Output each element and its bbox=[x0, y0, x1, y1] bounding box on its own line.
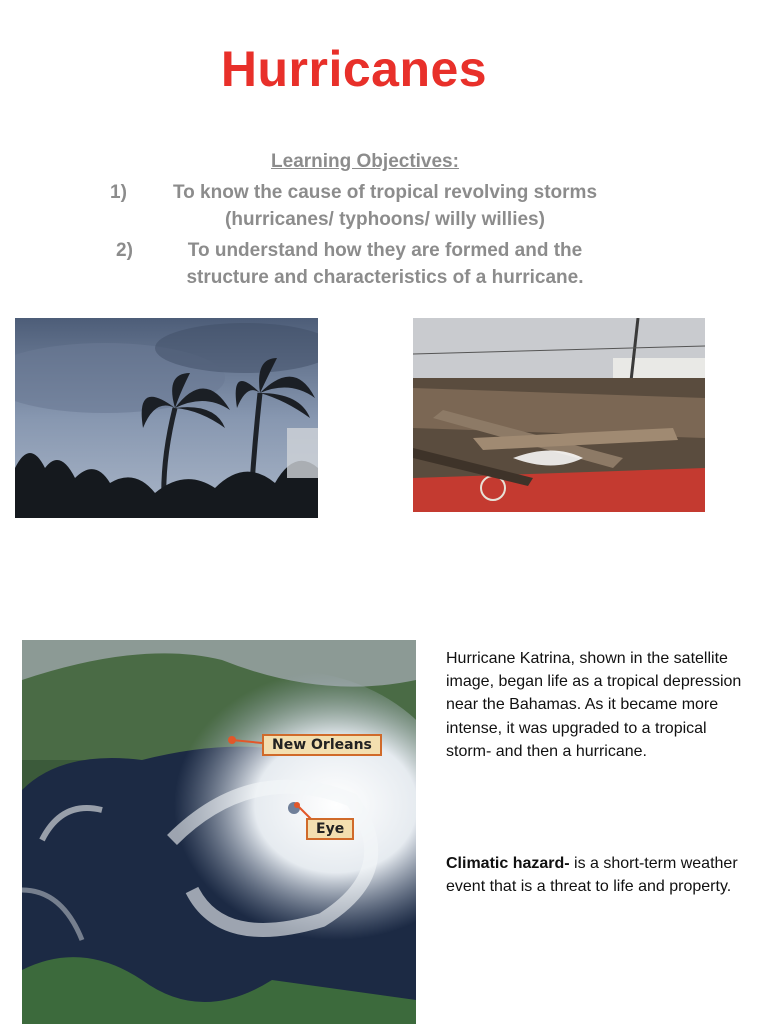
page-title: Hurricanes bbox=[220, 41, 488, 97]
objective-text-line: To understand how they are formed and the bbox=[187, 240, 583, 261]
objective-item bbox=[60, 179, 680, 233]
objective-item bbox=[60, 237, 680, 291]
storm-palm-trees-photo bbox=[15, 318, 318, 518]
objective-number: 1) bbox=[110, 182, 127, 203]
objective-number: 2) bbox=[116, 240, 133, 261]
hazard-text: is a short-term weather event that is a threat to life and property. bbox=[446, 855, 738, 896]
label-new-orleans: New Orleans bbox=[262, 734, 382, 756]
objectives-heading: Learning Objectives: bbox=[271, 151, 459, 172]
label-eye: Eye bbox=[306, 818, 354, 840]
objective-text-line: structure and characteristics of a hurricane. bbox=[186, 267, 584, 288]
katrina-caption: Hurricane Katrina, shown in the satellite image, began life as a tropical depression near the Bahamas. As it became more intense, it was upgraded to a tropical storm- and then a hurricane. bbox=[446, 650, 742, 760]
hazard-term: Climatic hazard- bbox=[446, 855, 570, 872]
storm-damage-debris-photo bbox=[413, 318, 705, 512]
hurricane-satellite-image bbox=[22, 640, 416, 1024]
hazard-definition bbox=[446, 852, 746, 898]
objective-text-line: To know the cause of tropical revolving storms bbox=[172, 182, 598, 203]
objective-text-line: (hurricanes/ typhoons/ willy willies) bbox=[225, 209, 545, 230]
learning-objectives bbox=[60, 148, 680, 291]
